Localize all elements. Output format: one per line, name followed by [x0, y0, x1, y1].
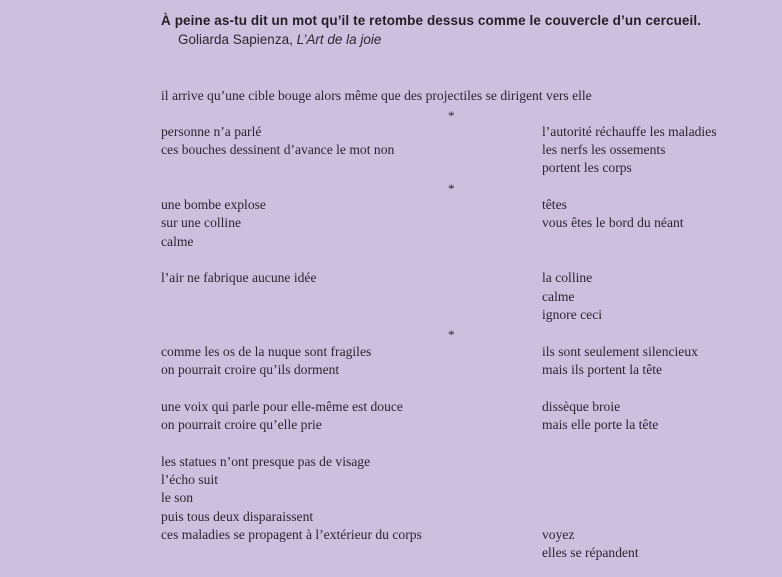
verse-line: dissèque broie: [542, 399, 621, 414]
verse-line: ces maladies se propagent à l’extérieur du corps: [161, 527, 422, 542]
verse-line: calme: [161, 234, 194, 249]
verse-line: puis tous deux disparaissent: [161, 509, 314, 524]
verse-line: l’air ne fabrique aucune idée: [161, 270, 317, 285]
verse-line: ils sont seulement silencieux: [542, 344, 698, 359]
separator-star: *: [448, 181, 455, 196]
verse-line: les statues n’ont presque pas de visage: [161, 454, 371, 469]
epigraph-quote: À peine as-tu dit un mot qu’il te retombe dessus comme le couvercle d’un cercueil.: [161, 13, 702, 28]
verse-line: ces bouches dessinent d’avance le mot non: [161, 142, 395, 157]
verse-line: ignore ceci: [542, 307, 603, 322]
verse-line: on pourrait croire qu’elle prie: [161, 417, 322, 432]
verse-line: une bombe explose: [161, 197, 266, 212]
verse-line: comme les os de la nuque sont fragiles: [161, 344, 372, 359]
verse-line: le son: [161, 490, 194, 505]
verse-line: une voix qui parle pour elle-même est douce: [161, 399, 403, 414]
verse-line: mais ils portent la tête: [542, 362, 663, 377]
epigraph-attribution: [178, 32, 381, 47]
verse-line: les nerfs les ossements: [542, 142, 666, 157]
verse-line: l’autorité réchauffe les maladies: [542, 124, 717, 139]
verse-line: portent les corps: [542, 160, 632, 175]
verse-line: on pourrait croire qu’ils dorment: [161, 362, 340, 377]
intro-line: il arrive qu’une cible bouge alors même que des projectiles se dirigent vers elle: [161, 88, 592, 103]
verse-line: calme: [542, 289, 575, 304]
verse-line: elles se répandent: [542, 545, 639, 560]
verse-line: mais elle porte la tête: [542, 417, 659, 432]
verse-line: la colline: [542, 270, 593, 285]
separator-star: *: [448, 327, 455, 342]
verse-line: vous êtes le bord du néant: [542, 215, 684, 230]
verse-line: personne n’a parlé: [161, 124, 262, 139]
epigraph-work-title: L’Art de la joie: [296, 32, 382, 47]
verse-line: voyez: [542, 527, 575, 542]
verse-line: sur une colline: [161, 215, 242, 230]
verse-line: têtes: [542, 197, 567, 212]
verse-line: l’écho suit: [161, 472, 219, 487]
separator-star: *: [448, 108, 455, 123]
epigraph-author: Goliarda Sapienza,: [178, 32, 293, 47]
